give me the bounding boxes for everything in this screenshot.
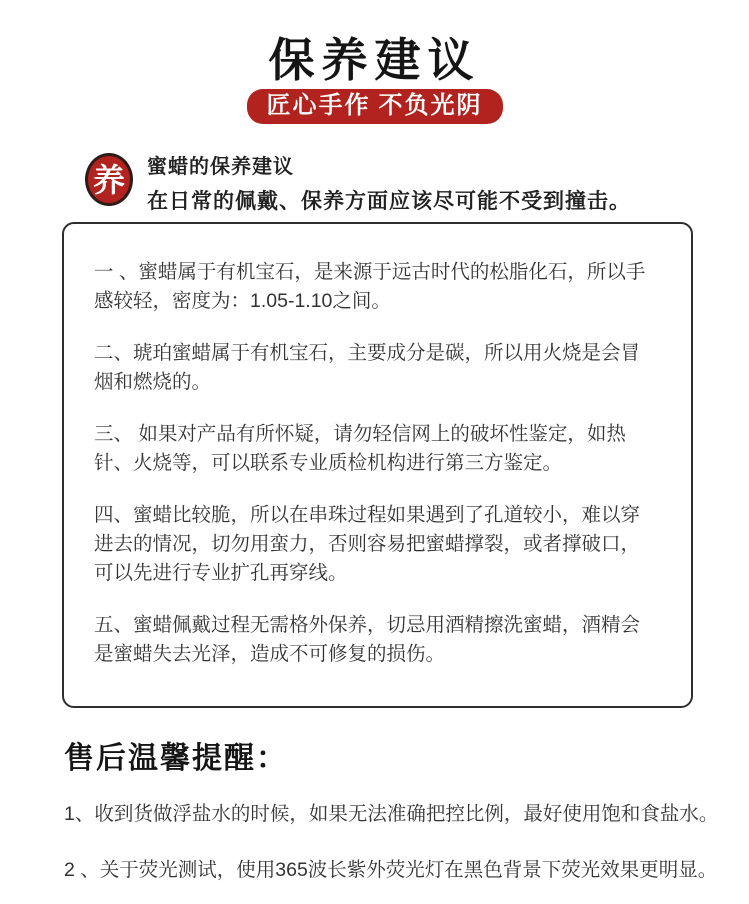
intro-text — [147, 150, 631, 215]
care-tip-1: 一 、蜜蜡属于有机宝石，是来源于远古时代的松脂化石，所以手感较轻，密度为：1.05-1.10之间。 — [94, 261, 646, 312]
aftersale-section — [64, 733, 726, 904]
care-tips-box — [62, 222, 693, 708]
care-tip-5: 五、蜜蜡佩戴过程无需格外保养，切忌用酒精擦洗蜜蜡，酒精会是蜜蜡失去光泽，造成不可修复的损伤。 — [94, 614, 641, 665]
intro-section — [85, 150, 631, 215]
care-tip-2: 二、琥珀蜜蜡属于有机宝石，主要成分是碳，所以用火烧是会冒烟和燃烧的。 — [94, 342, 641, 393]
aftersale-item-1: 1、收到货做浮盐水的时候，如果无法准确把控比例，最好使用饱和食盐水。 — [64, 803, 719, 825]
seal-character: 养 — [92, 161, 125, 198]
slogan-text: 匠心手作 不负光阴 — [266, 93, 483, 119]
page-title: 保养建议 — [268, 35, 481, 86]
intro-title: 蜜蜡的保养建议 — [147, 156, 294, 178]
aftersale-item-2: 2 、关于荧光测试，使用365波长紫外荧光灯在黑色背景下荧光效果更明显。 — [64, 859, 718, 881]
care-seal-icon — [85, 153, 133, 206]
aftersale-heading: 售后温馨提醒： — [64, 742, 288, 775]
intro-subtitle: 在日常的佩戴、保养方面应该尽可能不受到撞击。 — [147, 189, 631, 213]
care-tip-4: 四、蜜蜡比较脆，所以在串珠过程如果遇到了孔道较小，难以穿进去的情况，切勿用蛮力，否则容易把蜜蜡撑裂，或者撑破口，可以先进行专业扩孔再穿线。 — [94, 504, 641, 584]
slogan-banner — [247, 89, 503, 124]
care-tip-3: 三、 如果对产品有所怀疑，请勿轻信网上的破坏性鉴定，如热针、火烧等，可以联系专业质检机构进行第三方鉴定。 — [94, 423, 626, 474]
